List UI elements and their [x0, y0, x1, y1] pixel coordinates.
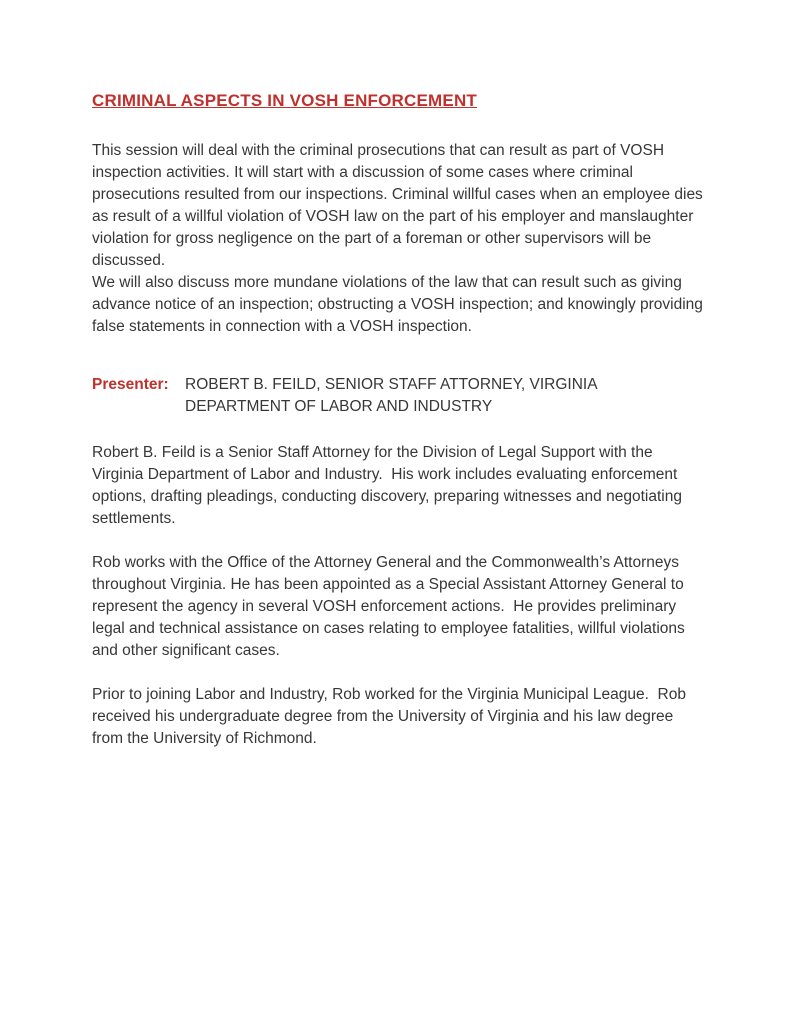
session-description-paragraph-2: We will also discuss more mundane violations of the law that can result such as giving advance notice of an inspection; obstructing a VOSH inspection; and knowingly providing false statements in connection with a VOSH inspection. — [92, 274, 708, 335]
bio-paragraph-2: Rob works with the Office of the Attorney General and the Commonwealth’s Attorneys throughout Virginia. He has been appointed as a Special Assistant Attorney General to represent the agency in several VOSH enforcement actions. He provides preliminary legal and technical assistance on cases relating to employee fatalities, willful violations and other significant cases. — [92, 554, 690, 659]
presenter-label: Presenter: — [92, 376, 169, 393]
document-content — [92, 90, 708, 750]
session-description-paragraph-1: This session will deal with the criminal prosecutions that can result as part of VOSH inspection activities. It will start with a discussion of some cases where criminal prosecutions resulted from our inspections. Criminal willful cases when an employee dies as result of a willful violation of VOSH law on the part of his employer and manslaughter violation for gross negligence on the part of a foreman or other supervisors will be discussed. — [92, 142, 708, 269]
bio-paragraph-3: Prior to joining Labor and Industry, Rob worked for the Virginia Municipal League. Rob received his undergraduate degree from the University of Virginia and his law degree from the University of Richmond. — [92, 686, 691, 747]
bio-paragraph-1: Robert B. Feild is a Senior Staff Attorney for the Division of Legal Support with the Virginia Department of Labor and Industry. His work includes evaluating enforcement options, drafting pleadings, conducting discovery, preparing witnesses and negotiating settlements. — [92, 444, 687, 527]
document-title: CRIMINAL ASPECTS IN VOSH ENFORCEMENT — [92, 91, 478, 110]
presenter-row — [92, 374, 704, 418]
presenter-name: ROBERT B. FEILD, SENIOR STAFF ATTORNEY, VIRGINIA DEPARTMENT OF LABOR AND INDUSTRY — [185, 376, 602, 415]
